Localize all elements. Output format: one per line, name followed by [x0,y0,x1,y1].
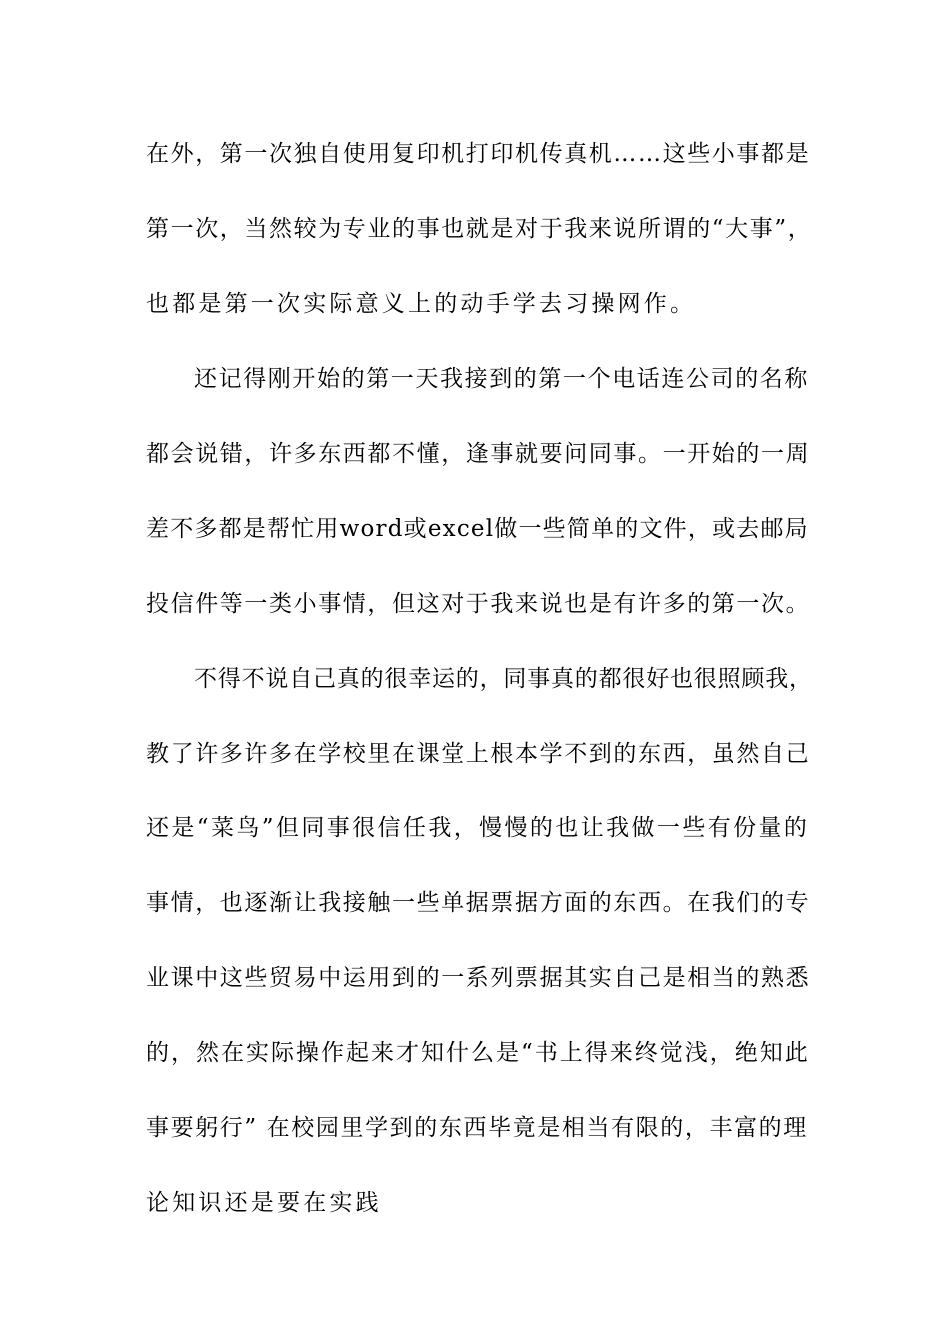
text-line-15: 论知识还是要在实践 [146,1190,382,1216]
text-line-2: 第一次，当然较为专业的事也就是对于我来说所谓的“大事”， [146,216,813,242]
text-line-1: 在外，第一次独自使用复印机打印机传真机……这些小事都是 [146,141,811,167]
text-line-13: 的，然在实际操作起来才知什么是“书上得来终觉浅，绝知此 [146,1040,810,1066]
text-line-12: 业课中这些贸易中运用到的一系列票据其实自己是相当的熟悉 [146,965,811,991]
text-line-7: 投信件等一类小事情，但这对于我来说也是有许多的第一次。 [146,591,811,617]
text-line-11: 事情，也逐渐让我接触一些单据票据方面的东西。在我们的专 [146,890,811,916]
text-line-4: 还记得刚开始的第一天我接到的第一个电话连公司的名称 [194,366,809,392]
text-line-10: 还是“菜鸟”但同事很信任我，慢慢的也让我做一些有份量的 [146,815,810,841]
text-line-3: 也都是第一次实际意义上的动手学去习操网作。 [146,291,697,317]
text-line-8: 不得不说自己真的很幸运的，同事真的都很好也很照顾我， [194,666,813,692]
text-line-5: 都会说错，许多东西都不懂，逢事就要问同事。一开始的一周 [146,441,811,467]
text-line-6: 差不多都是帮忙用word或excel做一些简单的文件，或去邮局 [146,516,809,542]
text-line-9: 教了许多许多在学校里在课堂上根本学不到的东西，虽然自己 [146,741,811,767]
text-line-14: 事要躬行” 在校园里学到的东西毕竟是相当有限的，丰富的理 [146,1115,808,1141]
